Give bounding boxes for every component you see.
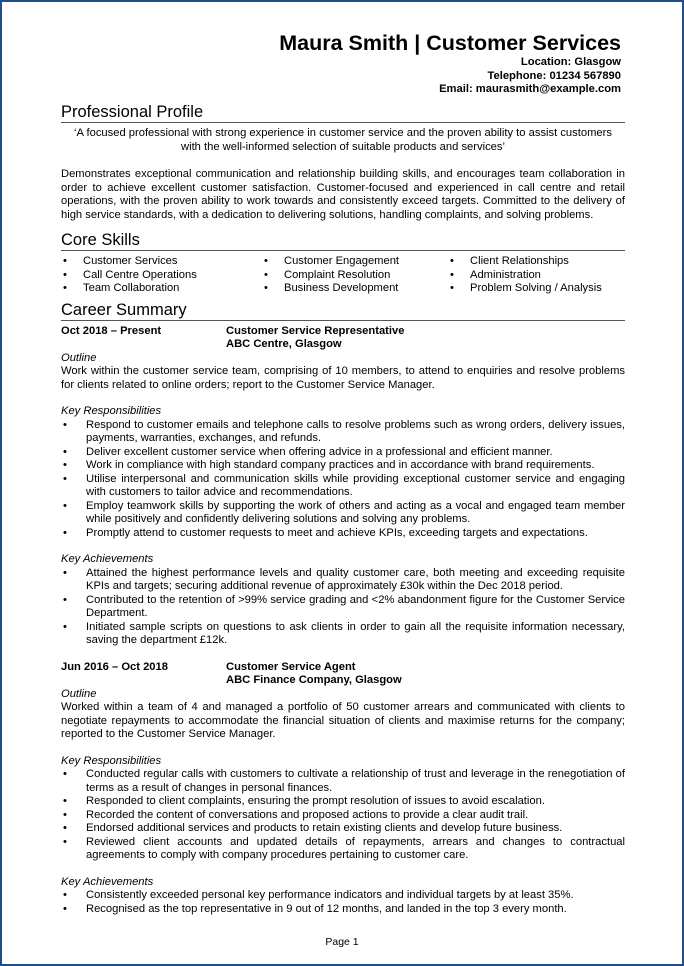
skill-item: • Call Centre Operations	[61, 269, 262, 283]
skills-heading: Core Skills	[61, 230, 625, 251]
skills-column-2	[262, 255, 448, 296]
list-item: • Employ teamwork skills by supporting the work of others and acting as a vocal and engaged team member while positively and confidently delivering solutions and solving any problems.	[61, 500, 625, 527]
job-company: ABC Centre, Glasgow	[226, 338, 342, 350]
job-title: Customer Service Representative	[226, 324, 405, 337]
achievements-list	[61, 889, 625, 916]
list-item: • Endorsed additional services and products to retain existing clients and develop future business.	[61, 822, 625, 836]
list-item: • Recorded the content of conversations and proposed actions to provide a clear audit trail.	[61, 809, 625, 823]
list-item: • Respond to customer emails and telephone calls to resolve problems such as wrong orders, delivery issues, payments, warranties, exchanges, and refunds.	[61, 419, 625, 446]
list-item: • Promptly attend to customer requests to meet and achieve KPIs, exceeding targets and expectations.	[61, 527, 625, 541]
job-entry	[61, 661, 625, 917]
contact-telephone: Telephone: 01234 567890	[487, 69, 621, 82]
profile-quote-line-2: with the well-informed selection of suitable products and services’	[181, 140, 505, 153]
list-item: • Conducted regular calls with customers to cultivate a relationship of trust and leverage in the renegotiation of terms as a result of changes in personal finances.	[61, 768, 625, 795]
list-item: • Work in compliance with high standard company practices and in accordance with brand requirements.	[61, 459, 625, 473]
profile-quote-line-1: ‘A focused professional with strong experience in customer service and the proven ability to assist customers	[74, 127, 612, 139]
profile-heading: Professional Profile	[61, 102, 625, 123]
page-number: Page 1	[325, 936, 359, 948]
job-outline: Worked within a team of 4 and managed a portfolio of 50 customer arrears and communicated with clients to negotiate repayments to accommodate the financial situation of clients and maximise returns for the company; reported to the Customer Service Manager.	[61, 701, 625, 740]
responsibilities-label: Key Responsibilities	[61, 405, 162, 417]
achievements-list	[61, 567, 625, 648]
skill-item: • Administration	[448, 269, 625, 283]
skill-item: • Customer Engagement	[262, 255, 448, 269]
list-item: • Utilise interpersonal and communication skills while providing exceptional customer service and engaging with customers to tailor advice and recommendations.	[61, 473, 625, 500]
list-item: • Responded to client complaints, ensuring the prompt resolution of issues to avoid escalation.	[61, 795, 625, 809]
cv-header	[279, 30, 621, 97]
skill-item: • Team Collaboration	[61, 282, 262, 296]
job-dates: Jun 2016 – Oct 2018	[61, 660, 168, 673]
job-title: Customer Service Agent	[226, 660, 356, 673]
cv-content	[61, 102, 625, 916]
job-outline: Work within the customer service team, comprising of 10 members, to attend to enquiries and resolve problems for clients related to online orders; report to the Customer Service Manager.	[61, 365, 625, 391]
list-item: • Deliver excellent customer service when offering advice in a professional and efficient manner.	[61, 446, 625, 460]
job-role	[226, 325, 404, 352]
contact-location: Location: Glasgow	[520, 56, 621, 68]
list-item: • Attained the highest performance levels and quality customer care, both meeting and exceeding requisite KPIs and targets; securing additional revenue of approximately £30k within the Dec 2018 period.	[61, 567, 625, 594]
responsibilities-list	[61, 768, 625, 863]
job-company: ABC Finance Company, Glasgow	[226, 674, 402, 686]
contact-email: Email: maurasmith@example.com	[439, 83, 621, 95]
list-item: • Initiated sample scripts on questions to ask clients in order to gain all the requisite information necessary, saving the department £12k.	[61, 621, 625, 648]
job-header	[61, 325, 625, 352]
outline-label: Outline	[61, 351, 97, 364]
name-title: Maura Smith | Customer Services	[279, 31, 621, 55]
profile-summary: Demonstrates exceptional communication and relationship building skills, and encourages team collaboration in order to achieve excellent customer satisfaction. Customer-focused and experienced in call centre and retail operations, with the proven ability to work towards and consistently exceed targets. Committed to the delivery of high service standards, with a dedication to delivering solutions, handling complaints, and solving problems.	[61, 168, 625, 221]
skill-item: • Complaint Resolution	[262, 269, 448, 283]
profile-quote	[61, 127, 625, 154]
responsibilities-label: Key Responsibilities	[61, 754, 162, 767]
job-role	[226, 661, 402, 688]
skill-item: • Problem Solving / Analysis	[448, 282, 625, 296]
skill-item: • Client Relationships	[448, 255, 625, 269]
list-item: • Contributed to the retention of >99% service grading and <2% abandonment figure for the Customer Service Department.	[61, 594, 625, 621]
outline-label: Outline	[61, 687, 97, 700]
achievements-label: Key Achievements	[61, 875, 154, 888]
job-dates: Oct 2018 – Present	[61, 324, 162, 337]
skill-item: • Customer Services	[61, 255, 262, 269]
career-heading: Career Summary	[61, 300, 625, 321]
skills-column-1	[61, 255, 262, 296]
list-item: • Reviewed client accounts and updated details of repayments, arrears and changes to contractual agreements to comply with company procedures pertaining to customer care.	[61, 836, 625, 863]
job-header	[61, 661, 625, 688]
skills-column-3	[448, 255, 625, 296]
list-item: • Recognised as the top representative in 9 out of 12 months, and landed in the top 3 every month.	[61, 903, 625, 917]
skills-list	[61, 255, 625, 296]
responsibilities-list	[61, 419, 625, 541]
list-item: • Consistently exceeded personal key performance indicators and individual targets by at least 35%.	[61, 889, 625, 903]
achievements-label: Key Achievements	[61, 553, 154, 565]
job-entry	[61, 325, 625, 648]
skill-item: • Business Development	[262, 282, 448, 296]
